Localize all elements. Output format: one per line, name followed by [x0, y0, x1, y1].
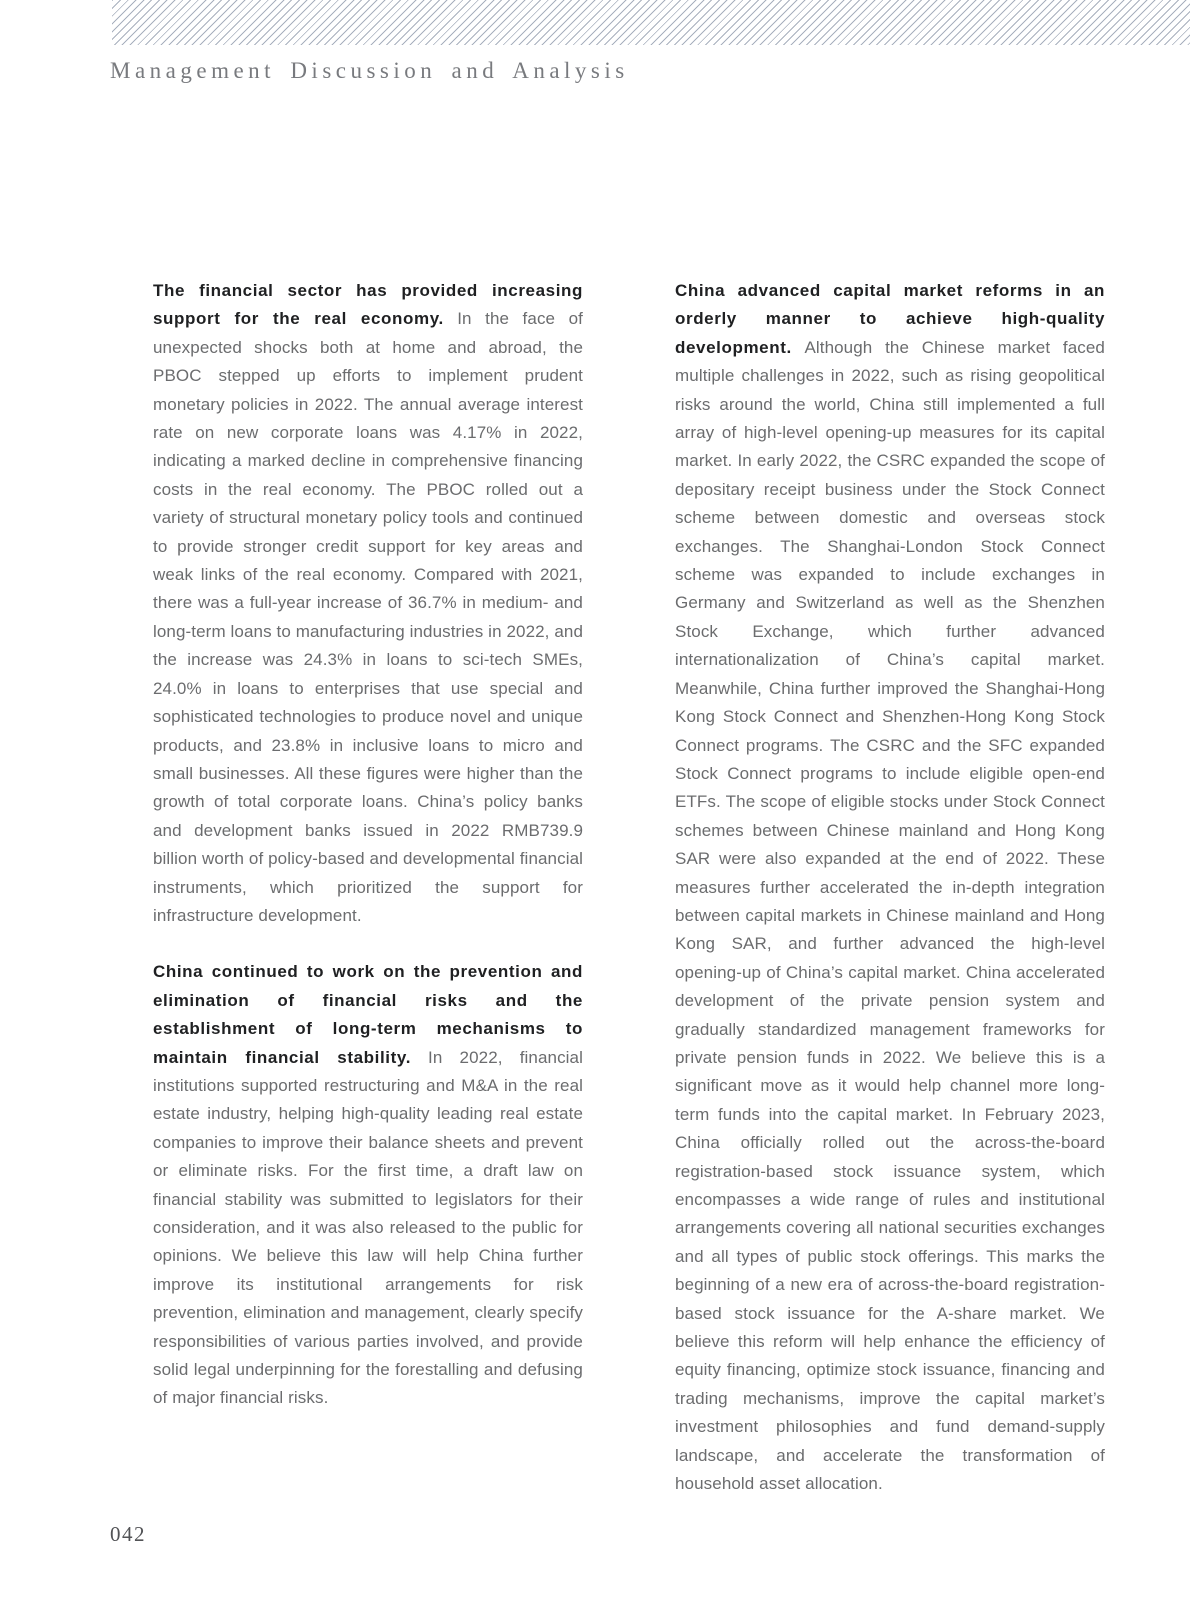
paragraph-body-text: Although the Chinese market faced multiple challenges in 2022, such as rising geopolitical risks around the world, China still implemented a full array of high-level opening-up measures for its capital market. In early 2022, the CSRC expanded the scope of depositary receipt business under the Stock Connect scheme between domestic and overseas stock exchanges. The Shanghai-London Stock Connect scheme was expanded to include exchanges in Germany and Switzerland as well as the Shenzhen Stock Exchange, which further advanced internationalization of China’s capital market. Meanwhile, China further improved the Shanghai-Hong Kong Stock Connect and Shenzhen-Hong Kong Stock Connect programs. The CSRC and the SFC expanded Stock Connect programs to include eligible open-end ETFs. The scope of eligible stocks under Stock Connect schemes between Chinese mainland and Hong Kong SAR were also expanded at the end of 2022. These measures further accelerated the in-depth integration between capital markets in Chinese mainland and Hong Kong SAR, and further advanced the high-level opening-up of China’s capital market. China accelerated development of the private pension system and gradually standardized management frameworks for private pension funds in 2022. We believe this is a significant move as it would help channel more long-term funds into the capital market. In February 2023, China officially rolled out the across-the-board registration-based stock issuance system, which encompasses a wide range of rules and institutional arrangements covering all national securities exchanges and all types of public stock offerings. This marks the beginning of a new era of across-the-board registration-based stock issuance for the A-share market. We believe this reform will help enhance the efficiency of equity financing, optimize stock issuance, financing and trading mechanisms, improve the capital market’s investment philosophies and fund demand-supply landscape, and accelerate the transformation of household asset allocation. — [675, 337, 1105, 1494]
paragraph-lead-sentence: China continued to work on the prevention and elimination of financial risks and the establishment of long-term mechanisms to maintain financial stability. — [153, 962, 583, 1067]
paragraph-financial-risks — [153, 958, 583, 1413]
paragraph-financial-sector — [153, 277, 583, 930]
left-column — [153, 277, 583, 1498]
page-title: Management Discussion and Analysis — [110, 58, 629, 83]
paragraph-body-text: In the face of unexpected shocks both at home and abroad, the PBOC stepped up efforts to implement prudent monetary policies in 2022. The annual average interest rate on new corporate loans was 4.17% in 2022, indicating a marked decline in comprehensive financing costs in the real economy. The PBOC rolled out a variety of structural monetary policy tools and continued to provide stronger credit support for key areas and weak links of the real economy. Compared with 2021, there was a full-year increase of 36.7% in medium- and long-term loans to manufacturing industries in 2022, and the increase was 24.3% in loans to sci-tech SMEs, 24.0% in loans to enterprises that use special and sophisticated technologies to produce novel and unique products, and 23.8% in inclusive loans to micro and small businesses. All these figures were higher than the growth of total corporate loans. China’s policy banks and development banks issued in 2022 RMB739.9 billion worth of policy-based and developmental financial instruments, which prioritized the support for infrastructure development. — [153, 309, 584, 925]
hatched-banner-decoration — [112, 0, 1190, 45]
two-column-text-block — [153, 277, 1105, 1498]
paragraph-lead-sentence: China advanced capital market reforms in an orderly manner to achieve high-quality development. — [675, 281, 1105, 357]
page-number: 042 — [110, 1522, 146, 1546]
paragraph-body-text: In 2022, financial institutions supported restructuring and M&A in the real estate industry, helping high-quality leading real estate companies to improve their balance sheets and prevent or eliminate risks. For the first time, a draft law on financial stability was submitted to legislators for their consideration, and it was also released to the public for opinions. We believe this law will help China further improve its institutional arrangements for risk prevention, elimination and management, clearly specify responsibilities of various parties involved, and provide solid legal underpinning for the forestalling and defusing of major financial risks. — [153, 1047, 583, 1408]
paragraph-capital-market-reforms — [675, 277, 1105, 1498]
right-column — [675, 277, 1105, 1498]
paragraph-lead-sentence: The financial sector has provided increasing support for the real economy. — [153, 281, 583, 329]
